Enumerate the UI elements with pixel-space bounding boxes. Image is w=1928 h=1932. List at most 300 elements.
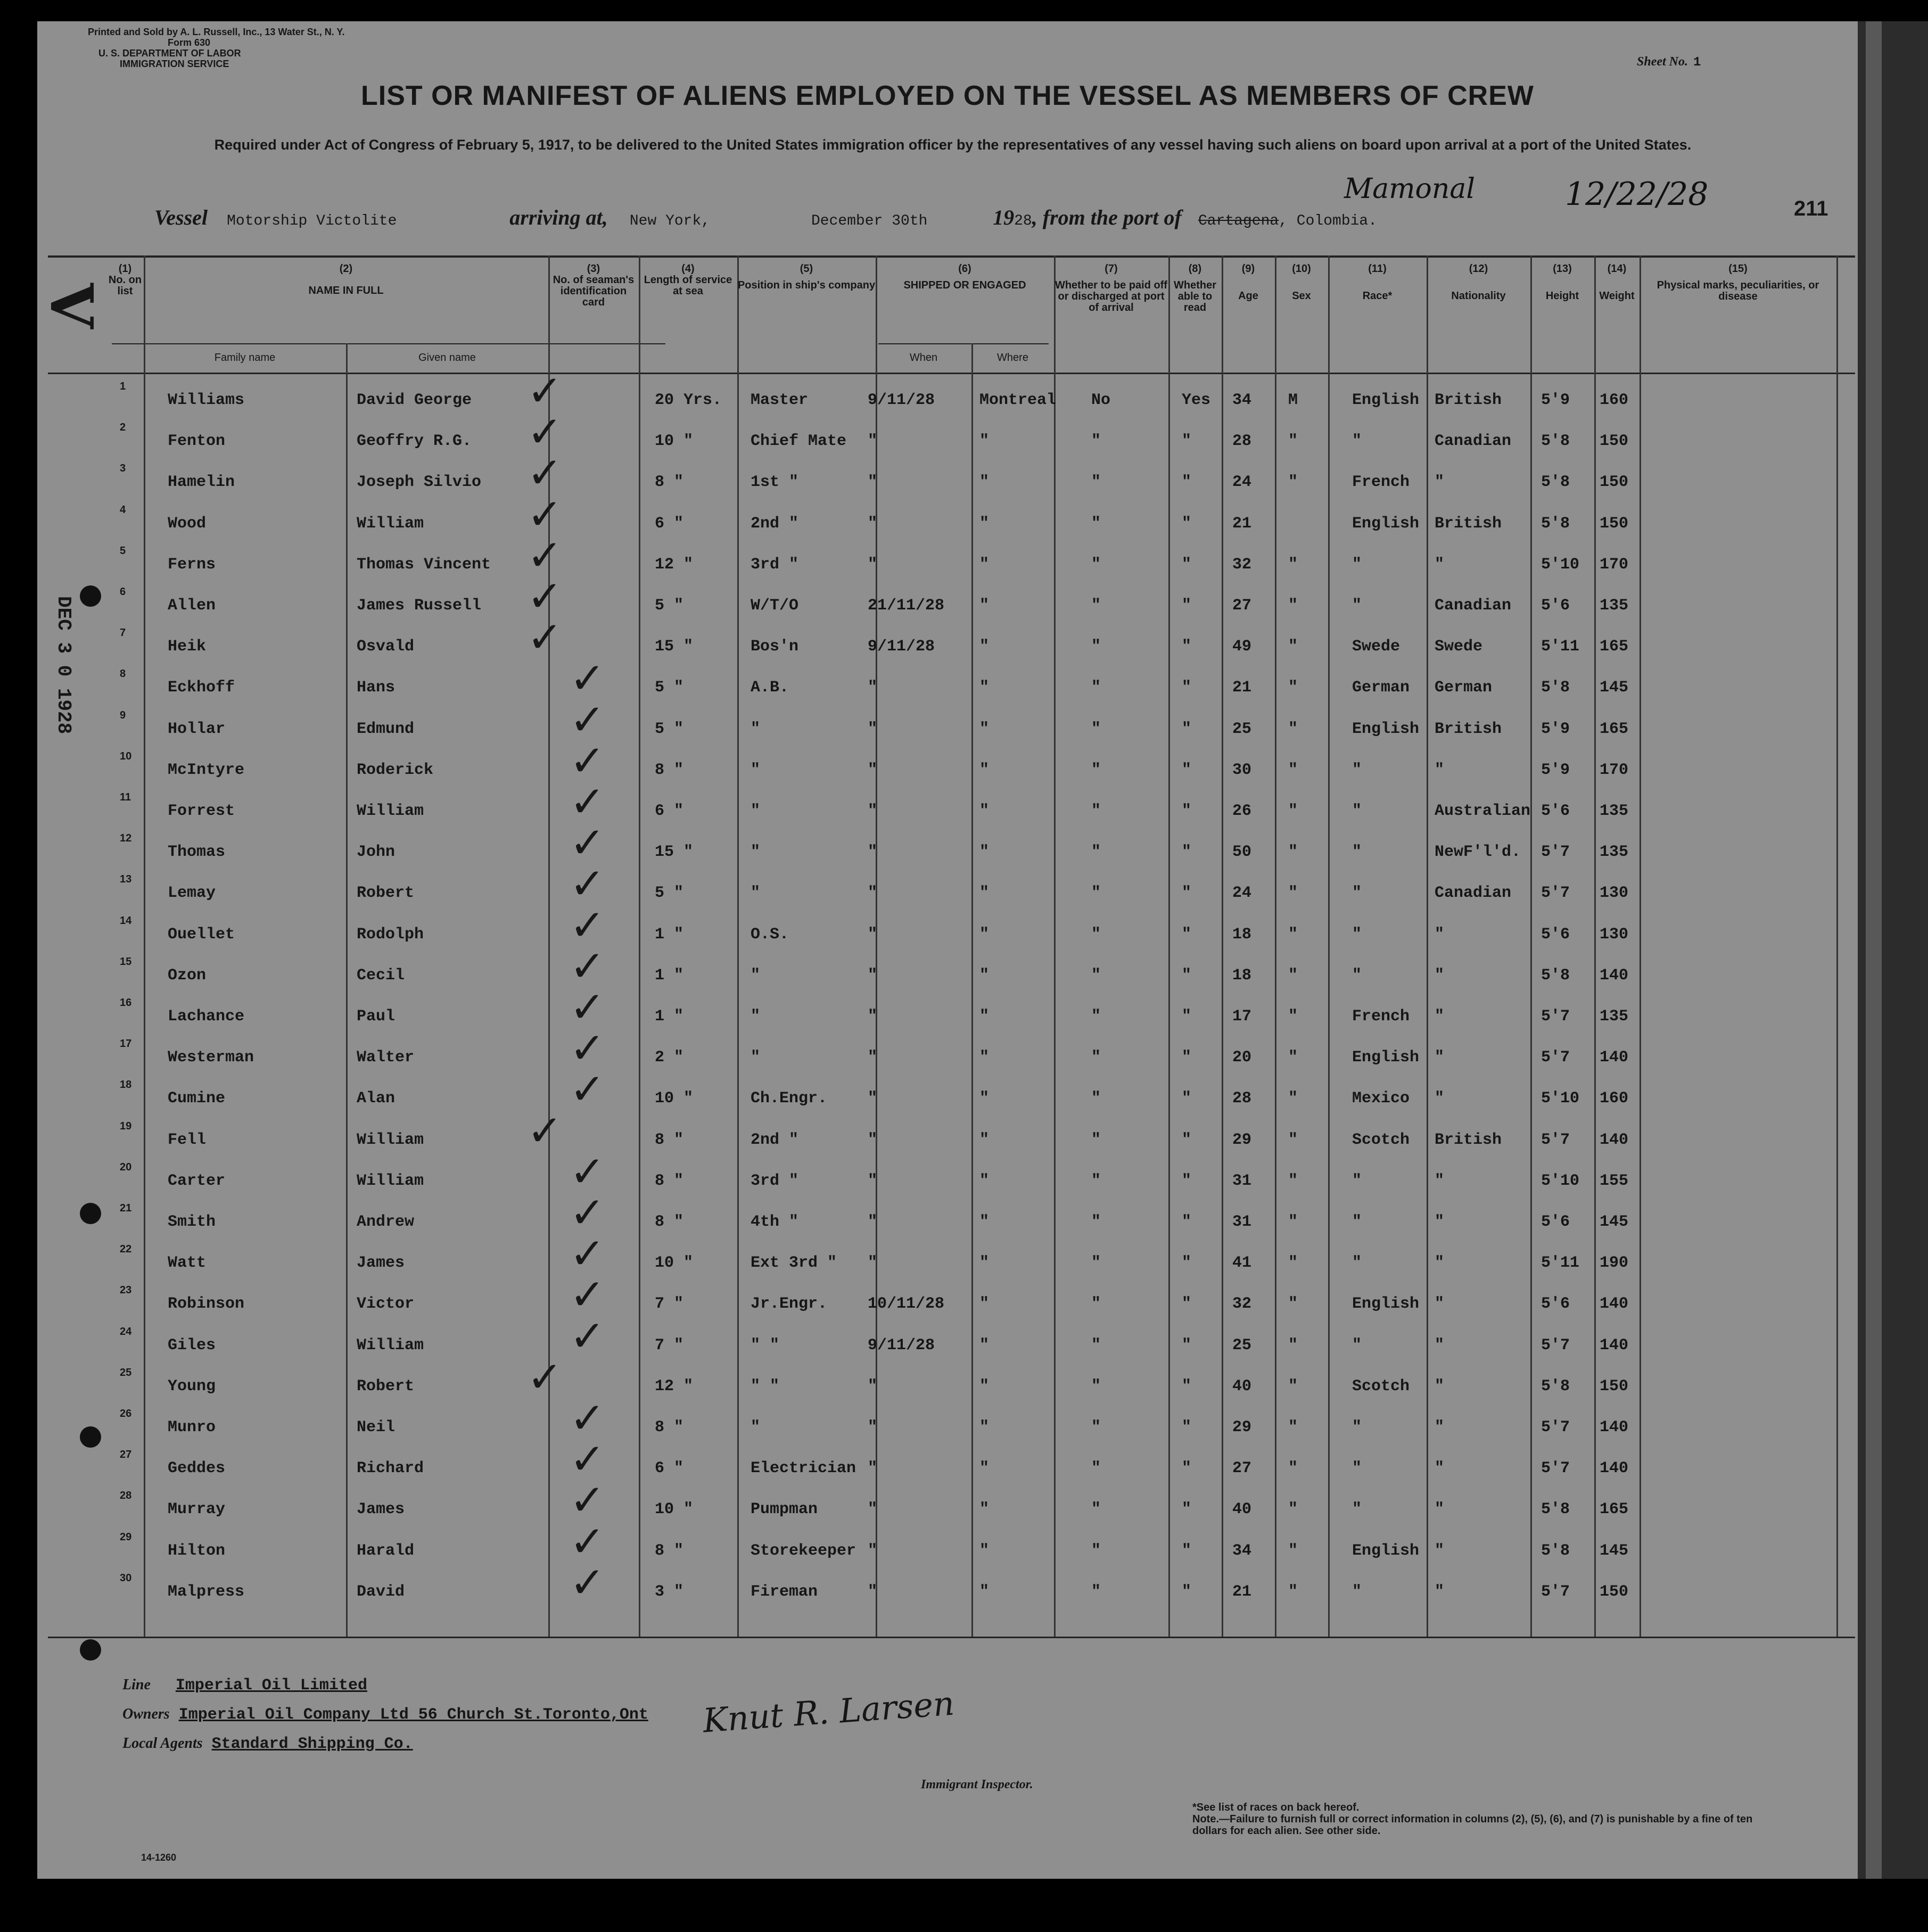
year-suffix: 28 (1014, 213, 1032, 229)
cell-nationality: " (1435, 1500, 1445, 1518)
grid-line (1427, 255, 1428, 1637)
cell-nationality: NewF'l'd. (1435, 843, 1521, 861)
cell-family: Smith (168, 1213, 216, 1231)
line-field (122, 1677, 367, 1695)
cell-sex: " (1288, 473, 1298, 491)
cell-when: " (868, 556, 878, 574)
cell-where: " (979, 1459, 990, 1477)
from-port-label: from the port of (1042, 205, 1182, 229)
check-mark-icon: ✓ (570, 1147, 606, 1196)
check-mark-icon: ✓ (570, 1517, 606, 1566)
cell-race: " (1352, 432, 1362, 450)
cell-where: " (979, 720, 990, 738)
cell-race: " (1352, 597, 1362, 615)
form-number: Form 630 (168, 37, 211, 48)
cell-family: Fenton (168, 432, 226, 450)
cell-when: " (868, 1089, 878, 1108)
cell-position: " (751, 884, 761, 902)
cell-given: Andrew (357, 1213, 415, 1231)
cell-nationality: Canadian (1435, 432, 1512, 450)
cell-read: " (1182, 638, 1192, 656)
cell-where: " (979, 1418, 990, 1436)
cell-read: " (1182, 473, 1192, 491)
cell-sex: " (1288, 1500, 1298, 1518)
cell-given: Geoffry R.G. (357, 432, 472, 450)
origin-country: , Colombia. (1279, 213, 1378, 229)
cell-when: " (868, 432, 878, 450)
row-number: 22 (120, 1243, 132, 1255)
cell-nationality: " (1435, 1048, 1445, 1067)
year-prefix: 19 (993, 205, 1015, 229)
cell-age: 41 (1232, 1254, 1252, 1272)
cell-age: 25 (1232, 720, 1252, 738)
cell-given: Paul (357, 1008, 396, 1026)
binder-hole (80, 1639, 101, 1661)
cell-family: Forrest (168, 802, 235, 820)
cell-paid: " (1091, 597, 1101, 615)
col-9-header: (9) Age (1238, 263, 1258, 302)
cell-weight: 135 (1600, 597, 1629, 615)
cell-nationality: " (1435, 1213, 1445, 1231)
cell-weight: 130 (1600, 926, 1629, 944)
check-mark-icon: ✓ (527, 1106, 563, 1155)
cell-paid: " (1091, 432, 1101, 450)
cell-weight: 150 (1600, 432, 1629, 450)
service-name: IMMIGRATION SERVICE (120, 59, 229, 69)
cell-height: 5'10 (1541, 1089, 1580, 1108)
row-number: 12 (120, 832, 132, 844)
check-mark-icon: ✓ (527, 366, 563, 416)
check-mark-icon: ✓ (570, 982, 606, 1032)
cell-sex: " (1288, 1336, 1298, 1355)
arrival-port: New York, (629, 213, 711, 229)
cell-weight: 140 (1600, 1048, 1629, 1067)
cell-where: " (979, 473, 990, 491)
cell-read: " (1182, 556, 1192, 574)
arriving-label: arriving at, (509, 205, 608, 229)
cell-age: 29 (1232, 1131, 1252, 1149)
col-12-header: (12) Nationality (1451, 263, 1506, 302)
cell-paid: " (1091, 556, 1101, 574)
row-number: 2 (120, 422, 126, 433)
vessel-name: Motorship Victolite (227, 213, 397, 229)
row-number: 23 (120, 1284, 132, 1296)
cell-height: 5'8 (1541, 1500, 1570, 1518)
cell-read: " (1182, 1583, 1192, 1601)
row-number: 18 (120, 1079, 132, 1091)
cell-where: " (979, 556, 990, 574)
cell-family: Watt (168, 1254, 207, 1272)
cell-age: 21 (1232, 515, 1252, 533)
cell-given: Cecil (357, 967, 405, 985)
check-mark-icon: ✓ (527, 1352, 563, 1402)
cell-sex: " (1288, 926, 1298, 944)
cell-position: Bos'n (751, 638, 799, 656)
name-subheader-rule (112, 343, 665, 344)
cell-family: Cumine (168, 1089, 226, 1108)
cell-where: " (979, 1377, 990, 1396)
cell-given: Robert (357, 1377, 415, 1396)
cell-age: 32 (1232, 1295, 1252, 1313)
cell-read: " (1182, 1418, 1192, 1436)
cell-given: Walter (357, 1048, 415, 1067)
cell-where: " (979, 1089, 990, 1108)
row-number: 19 (120, 1120, 132, 1132)
cell-paid: " (1091, 679, 1101, 697)
cell-family: Wood (168, 515, 207, 533)
cell-age: 29 (1232, 1418, 1252, 1436)
cell-weight: 135 (1600, 1008, 1629, 1026)
check-mark-icon: ✓ (527, 448, 563, 498)
page-number: 211 (1794, 197, 1828, 220)
cell-sex: " (1288, 1213, 1298, 1231)
header-bottom-rule (48, 373, 1855, 374)
cell-sex: " (1288, 556, 1298, 574)
cell-read: " (1182, 1459, 1192, 1477)
col-7-header: (7) Whether to be paid off or discharged at port of arrival (1054, 263, 1168, 313)
cell-family: Geddes (168, 1459, 226, 1477)
cell-family: Robinson (168, 1295, 245, 1313)
cell-height: 5'7 (1541, 1459, 1570, 1477)
cell-position: " " (751, 1377, 780, 1396)
cell-sex: " (1288, 720, 1298, 738)
check-mark-icon: ✓ (570, 859, 606, 909)
cell-age: 24 (1232, 884, 1252, 902)
check-mark-icon: ✓ (527, 407, 563, 457)
races-note: *See list of races on back hereof. (1192, 1802, 1360, 1813)
cell-height: 5'6 (1541, 597, 1570, 615)
cell-height: 5'8 (1541, 1377, 1570, 1396)
cell-height: 5'7 (1541, 843, 1570, 861)
row-number: 6 (120, 586, 126, 598)
table-bottom-rule (48, 1637, 1855, 1638)
cell-age: 40 (1232, 1500, 1252, 1518)
cell-nationality: " (1435, 473, 1445, 491)
cell-when: " (868, 1418, 878, 1436)
cell-where: " (979, 1500, 990, 1518)
sheet-number (1637, 54, 1701, 70)
cell-read: " (1182, 1500, 1192, 1518)
cell-height: 5'11 (1541, 638, 1580, 656)
cell-paid: " (1091, 1500, 1101, 1518)
row-number: 24 (120, 1326, 132, 1337)
cell-service: 8 " (655, 1418, 684, 1436)
cell-when: 9/11/28 (868, 638, 935, 656)
cell-height: 5'8 (1541, 432, 1570, 450)
cell-paid: " (1091, 1459, 1101, 1477)
cell-family: McIntyre (168, 761, 245, 779)
cell-service: 15 " (655, 638, 694, 656)
cell-read: " (1182, 1377, 1192, 1396)
col-13-header: (13) Height (1545, 263, 1579, 302)
col-6-header: (6) SHIPPED OR ENGAGED (903, 263, 1026, 291)
cell-position: 3rd " (751, 1172, 799, 1190)
row-number: 7 (120, 627, 126, 639)
cell-race: French (1352, 473, 1410, 491)
cell-height: 5'7 (1541, 1131, 1570, 1149)
cell-read: " (1182, 1213, 1192, 1231)
cell-weight: 140 (1600, 1295, 1629, 1313)
cell-read: " (1182, 1089, 1192, 1108)
grid-line (144, 255, 145, 1637)
cell-when: 10/11/28 (868, 1295, 945, 1313)
shipped-subheader-rule (878, 343, 1049, 344)
cell-race: " (1352, 1336, 1362, 1355)
date-stamp: DEC 3 0 1928 (53, 596, 75, 734)
cell-race: " (1352, 926, 1362, 944)
cell-family: Murray (168, 1500, 226, 1518)
cell-age: 18 (1232, 967, 1252, 985)
cell-when: " (868, 1008, 878, 1026)
cell-given: William (357, 1336, 424, 1355)
side-check-mark: V (37, 283, 106, 329)
cell-age: 34 (1232, 1542, 1252, 1560)
cell-sex: " (1288, 1008, 1298, 1026)
cell-given: Hans (357, 679, 396, 697)
cell-where: " (979, 1295, 990, 1313)
cell-position: Electrician (751, 1459, 856, 1477)
cell-weight: 145 (1600, 679, 1629, 697)
footer-notes (1192, 1802, 1778, 1837)
col-3-header: (3) No. of seaman's identification card (553, 263, 635, 308)
cell-paid: " (1091, 1295, 1101, 1313)
cell-race: " (1352, 1418, 1362, 1436)
grid-line (1836, 255, 1838, 1637)
vessel-line: Vessel Motorship Victolite arriving at, New York, December 30th 1928, from the port of Cartagena, Colombia. (154, 205, 1378, 229)
cell-race: " (1352, 1500, 1362, 1518)
cell-given: Roderick (357, 761, 434, 779)
cell-read: " (1182, 515, 1192, 533)
row-number: 27 (120, 1449, 132, 1460)
penalty-note: Note.—Failure to furnish full or correct information in columns (2), (5), (6), and (7) is punishable by a fine of ten dollars for each alien. See other side. (1192, 1813, 1753, 1837)
cell-weight: 160 (1600, 1089, 1629, 1108)
check-mark-icon: ✓ (570, 1558, 606, 1607)
cell-paid: " (1091, 802, 1101, 820)
cell-service: 1 " (655, 1008, 684, 1026)
cell-race: " (1352, 761, 1362, 779)
cell-age: 26 (1232, 802, 1252, 820)
grid-line (1168, 255, 1170, 1637)
cell-where: " (979, 597, 990, 615)
row-number: 30 (120, 1572, 132, 1584)
check-mark-icon: ✓ (570, 1229, 606, 1278)
cell-family: Hamelin (168, 473, 235, 491)
cell-age: 40 (1232, 1377, 1252, 1396)
cell-read: Yes (1182, 391, 1211, 409)
check-mark-icon: ✓ (570, 901, 606, 950)
cell-weight: 160 (1600, 391, 1629, 409)
cell-race: English (1352, 1542, 1420, 1560)
cell-race: " (1352, 884, 1362, 902)
cell-position: 2nd " (751, 1131, 799, 1149)
grid-line (1222, 255, 1223, 1637)
cell-height: 5'8 (1541, 473, 1570, 491)
cell-height: 5'6 (1541, 802, 1570, 820)
cell-service: 7 " (655, 1336, 684, 1355)
grid-line (1054, 255, 1056, 1637)
cell-where: " (979, 1542, 990, 1560)
cell-age: 25 (1232, 1336, 1252, 1355)
cell-given: Osvald (357, 638, 415, 656)
cell-sex: " (1288, 843, 1298, 861)
cell-when: " (868, 1131, 878, 1149)
cell-given: Joseph Silvio (357, 473, 482, 491)
cell-read: " (1182, 884, 1192, 902)
cell-position: 4th " (751, 1213, 799, 1231)
cell-read: " (1182, 1008, 1192, 1026)
grid-line (1275, 255, 1276, 1637)
cell-when: " (868, 926, 878, 944)
cell-when: " (868, 1459, 878, 1477)
cell-weight: 140 (1600, 1418, 1629, 1436)
cell-read: " (1182, 967, 1192, 985)
cell-race: " (1352, 1172, 1362, 1190)
cell-paid: " (1091, 1418, 1101, 1436)
cell-height: 5'6 (1541, 1295, 1570, 1313)
cell-given: James (357, 1500, 405, 1518)
cell-weight: 145 (1600, 1213, 1629, 1231)
cell-where: " (979, 926, 990, 944)
cell-height: 5'7 (1541, 884, 1570, 902)
printer-imprint (88, 27, 418, 69)
cell-weight: 140 (1600, 1336, 1629, 1355)
cell-race: German (1352, 679, 1410, 697)
cell-service: 12 " (655, 1377, 694, 1396)
row-number: 1 (120, 381, 126, 392)
cell-nationality: " (1435, 1008, 1445, 1026)
cell-when: " (868, 1048, 878, 1067)
cell-height: 5'11 (1541, 1254, 1580, 1272)
cell-where: " (979, 679, 990, 697)
cell-paid: " (1091, 1048, 1101, 1067)
cell-read: " (1182, 1131, 1192, 1149)
grid-line (737, 255, 739, 1637)
cell-paid: No (1091, 391, 1111, 409)
cell-given: Alan (357, 1089, 396, 1108)
grid-line (1594, 255, 1596, 1637)
check-mark-icon: ✓ (570, 1064, 606, 1114)
cell-position: 1st " (751, 473, 799, 491)
check-mark-icon: ✓ (570, 1311, 606, 1361)
cell-age: 27 (1232, 1459, 1252, 1477)
cell-service: 5 " (655, 720, 684, 738)
manifest-sheet (37, 21, 1858, 1879)
cell-family: Lemay (168, 884, 216, 902)
cell-paid: " (1091, 843, 1101, 861)
cell-weight: 190 (1600, 1254, 1629, 1272)
cell-nationality: " (1435, 761, 1445, 779)
cell-when: " (868, 761, 878, 779)
cell-family: Ferns (168, 556, 216, 574)
cell-position: " (751, 1048, 761, 1067)
cell-nationality: British (1435, 720, 1502, 738)
cell-given: Harald (357, 1542, 415, 1560)
cell-where: " (979, 1254, 990, 1272)
cell-family: Williams (168, 391, 245, 409)
cell-where: " (979, 967, 990, 985)
check-mark-icon: ✓ (527, 490, 563, 539)
cell-weight: 155 (1600, 1172, 1629, 1190)
cell-sex: " (1288, 1089, 1298, 1108)
cell-read: " (1182, 432, 1192, 450)
check-mark-icon: ✓ (570, 1475, 606, 1525)
handwritten-date: 12/22/28 (1565, 176, 1709, 213)
cell-weight: 135 (1600, 843, 1629, 861)
cell-height: 5'9 (1541, 720, 1570, 738)
department-name: U. S. DEPARTMENT OF LABOR (98, 48, 241, 59)
cell-position: Pumpman (751, 1500, 818, 1518)
cell-nationality: " (1435, 1295, 1445, 1313)
cell-nationality: " (1435, 926, 1445, 944)
cell-height: 5'10 (1541, 556, 1580, 574)
cell-nationality: " (1435, 556, 1445, 574)
cell-age: 24 (1232, 473, 1252, 491)
cell-sex: " (1288, 1131, 1298, 1149)
cell-service: 7 " (655, 1295, 684, 1313)
cell-height: 5'8 (1541, 1542, 1570, 1560)
row-number: 4 (120, 504, 126, 516)
cell-family: Ouellet (168, 926, 235, 944)
col-2a-header: Family name (214, 352, 276, 364)
cell-height: 5'9 (1541, 761, 1570, 779)
cell-family: Giles (168, 1336, 216, 1355)
cell-sex: " (1288, 802, 1298, 820)
cell-family: Thomas (168, 843, 226, 861)
check-mark-icon: ✓ (570, 777, 606, 827)
cell-race: English (1352, 391, 1420, 409)
cell-nationality: Canadian (1435, 884, 1512, 902)
cell-paid: " (1091, 1172, 1101, 1190)
cell-position: " (751, 802, 761, 820)
cell-height: 5'10 (1541, 1172, 1580, 1190)
cell-sex: " (1288, 1377, 1298, 1396)
cell-read: " (1182, 679, 1192, 697)
cell-sex: " (1288, 432, 1298, 450)
cell-position: " (751, 1418, 761, 1436)
cell-service: 20 Yrs. (655, 391, 722, 409)
cell-paid: " (1091, 1583, 1101, 1601)
cell-where: " (979, 432, 990, 450)
cell-service: 1 " (655, 926, 684, 944)
cell-paid: " (1091, 1131, 1101, 1149)
cell-position: Storekeeper (751, 1542, 856, 1560)
cell-service: 10 " (655, 1500, 694, 1518)
cell-race: " (1352, 556, 1362, 574)
cell-height: 5'7 (1541, 1583, 1570, 1601)
cell-height: 5'7 (1541, 1048, 1570, 1067)
table-top-rule (48, 255, 1855, 258)
inspector-signature: Knut R. Larsen (702, 1683, 956, 1740)
cell-given: Edmund (357, 720, 415, 738)
cell-race: " (1352, 843, 1362, 861)
cell-weight: 150 (1600, 1377, 1629, 1396)
cell-family: Young (168, 1377, 216, 1396)
cell-given: Thomas Vincent (357, 556, 491, 574)
cell-given: Victor (357, 1295, 415, 1313)
col-2-header: (2) NAME IN FULL (308, 263, 384, 296)
cell-age: 31 (1232, 1172, 1252, 1190)
check-mark-icon: ✓ (570, 818, 606, 868)
cell-given: James Russell (357, 597, 482, 615)
cell-age: 34 (1232, 391, 1252, 409)
row-number: 28 (120, 1490, 132, 1501)
cell-sex: " (1288, 638, 1298, 656)
cell-age: 28 (1232, 1089, 1252, 1108)
cell-service: 10 " (655, 432, 694, 450)
cell-race: " (1352, 802, 1362, 820)
cell-sex: " (1288, 1254, 1298, 1272)
agents-value: Standard Shipping Co. (211, 1735, 413, 1753)
